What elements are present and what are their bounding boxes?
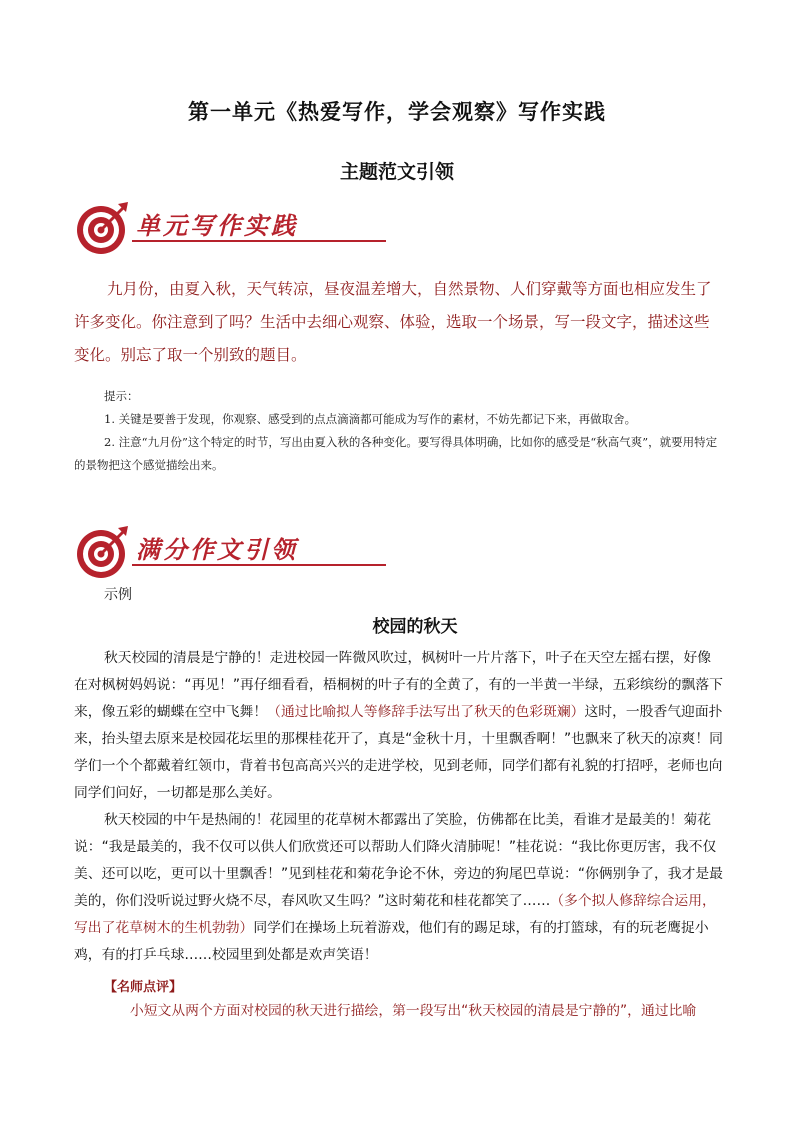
essay-text: 秋天校园的中午是热闹的！花园里的花草树木都露出了笑脸，仿佛都在比美，看谁才是最美的！菊花说：“我是最美的，我不仅可以供人们欣赏还可以帮助人们降火清肺呢！”桂花说：“我比你更厉害，我不仅美、还可以吃，更可以十里飘香！”见到桂花和菊花争论不休，旁边的狗尾巴草说：“你俩别争了，我才是最美的，你们没听说过野火烧不尽，春风吹又生吗？”这时菊花和桂花都笑了…… (74, 812, 723, 909)
comment-label: 【名师点评】 (104, 980, 183, 995)
comment-text: 小短文从两个方面对校园的秋天进行描绘，第一段写出“秋天校园的清晨是宁静的”，通过比喻 (130, 1003, 697, 1019)
essay-paragraph (74, 807, 724, 969)
essay-text: 秋天校园的清晨是宁静的！走进校园一阵微风吹过，枫树叶一片片落下，叶子在天空左摇右摆，好像在对枫树妈妈说：“再见！”再仔细看看，梧桐树的叶子有的全黄了，有的一半黄一半绿，五彩缤纷的飘落下来，像五彩的蝴蝶在空中飞舞！ (74, 650, 723, 720)
banner-underline (132, 240, 386, 242)
hint-item: 2. 注意“九月份”这个特定的时节，写出由夏入秋的各种变化。要写得具体明确，比如你的感受是“秋高气爽”，就要用特定的景物把这个感觉描绘出来。 (74, 435, 718, 472)
section-banner-practice (74, 198, 324, 258)
essay-text: 同学们在操场上玩着游戏，他们有的踢足球，有的打篮球，有的玩老鹰捉小鸡，有的打乒乓球……校园里到处都是欢声笑语！ (74, 920, 709, 963)
target-icon (74, 522, 134, 582)
hints-label: 提示： (104, 389, 139, 403)
hint-item: 1. 关键是要善于发现，你观察、感受到的点点滴滴都可能成为写作的素材，不妨先都记下来，再做取舍。 (104, 412, 637, 426)
target-icon (74, 198, 134, 258)
essay-annotation: （多个拟人修辞综合运用，写出了花草树木的生机勃勃） (74, 893, 716, 936)
banner-underline (132, 564, 386, 566)
essay-annotation: （通过比喻拟人等修辞手法写出了秋天的色彩斑斓） (267, 704, 585, 720)
page-title: 第一单元《热爱写作，学会观察》写作实践 (188, 99, 606, 124)
section-banner-guide (74, 522, 324, 582)
example-label: 示例 (104, 587, 132, 603)
essay-text: 这时，一股香气迎面扑来，抬头望去原来是校园花坛里的那棵桂花开了，真是“金秋十月，十里飘香啊！”也飘来了秋天的凉爽！同学们一个个都戴着红领巾，背着书包高高兴兴的走进学校，见到老师，同学们都有礼貌的打招呼，老师也向同学们问好，一切都是那么美好。 (74, 704, 723, 801)
essay-title: 校园的秋天 (372, 617, 458, 637)
banner-label: 单元写作实践 (136, 211, 298, 240)
essay-paragraph (74, 645, 724, 807)
writing-task: 九月份，由夏入秋，天气转凉，昼夜温差增大，自然景物、人们穿戴等方面也相应发生了许多变化。你注意到了吗？生活中去细心观察、体验，选取一个场景，写一段文字，描述这些变化。别忘了取一个别致的题目。 (74, 280, 712, 364)
hints-block (74, 385, 724, 477)
banner-label: 满分作文引领 (136, 535, 298, 564)
essay-body (74, 645, 724, 969)
page-subtitle: 主题范文引领 (339, 161, 454, 183)
